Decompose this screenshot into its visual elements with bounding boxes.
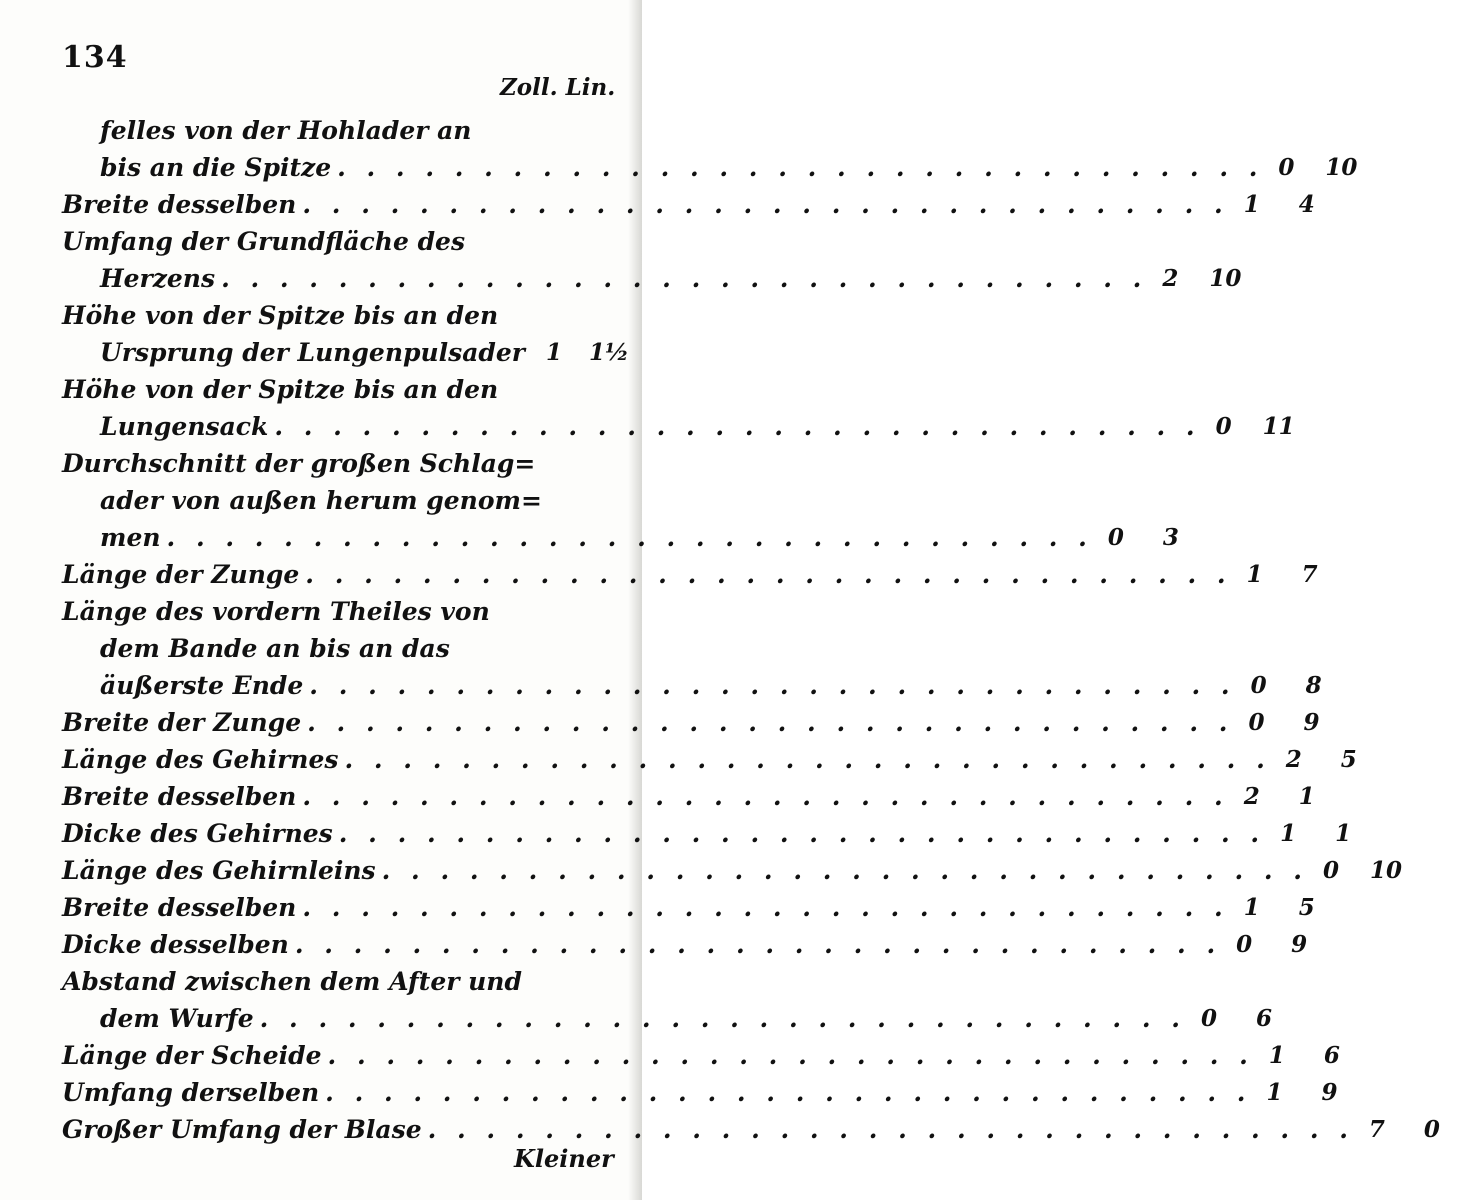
entry-text: bis an die Spitze xyxy=(100,153,332,182)
entry-line xyxy=(62,445,610,482)
entry-text: Ursprung der Lungenpulsader xyxy=(100,338,525,367)
measurement-values xyxy=(1260,1074,1356,1111)
value-lines: 9 xyxy=(1291,931,1308,958)
entry-text: Länge der Zunge xyxy=(62,560,300,589)
measurement-values xyxy=(1362,1111,1458,1148)
entry-line xyxy=(62,186,1315,223)
leader-dots: . . . . . . . . . . . . . . . . . . . . . . . . . . . . . . . . xyxy=(427,1115,1354,1144)
entry-text: Länge des vordern Theiles von xyxy=(62,597,490,626)
table-row xyxy=(62,593,1322,704)
value-inches: 0 xyxy=(1200,1005,1217,1032)
entry-text: Länge des Gehirnleins xyxy=(62,856,376,885)
catchword: Kleiner xyxy=(514,1144,614,1173)
value-lines: 6 xyxy=(1323,1042,1340,1069)
leader-dots: . . . . . . . . . . . . . . . . . . . . . . . . . . . . . . . . xyxy=(302,782,1229,811)
entry-line xyxy=(62,371,610,408)
entry-line xyxy=(62,408,1295,445)
table-row xyxy=(62,1037,1340,1074)
value-lines: 10 xyxy=(1209,265,1242,292)
entry-text: Höhe von der Spitze bis an den xyxy=(62,375,499,404)
leader-dots: . . . . . . . . . . . . . . . . . . . . . . . . . . . . . . . . xyxy=(166,523,1093,552)
entry-line xyxy=(62,334,629,371)
entry-text: felles von der Hohlader an xyxy=(100,116,472,145)
value-lines: 8 xyxy=(1305,672,1322,699)
entry-line xyxy=(62,1111,1440,1148)
entry-line xyxy=(62,963,610,1000)
entry-text: Länge des Gehirnes xyxy=(62,745,339,774)
entry-text: men xyxy=(100,523,161,552)
entry-text: Breite desselben xyxy=(62,190,297,219)
value-inches: 1 xyxy=(1268,1042,1285,1069)
leader-dots: . . . . . . . . . . . . . . . . . . . . . . . . . . . . . . . . xyxy=(274,412,1201,441)
value-lines: 1 xyxy=(1298,783,1315,810)
leader-dots: . . . . . . . . . . . . . . . . . . . . . . . . . . . . . . . . xyxy=(309,671,1236,700)
value-inches: 2 xyxy=(1285,746,1302,773)
leader-dots: . . . . . . . . . . . . . . . . . . . . . . . . . . . . . . . . xyxy=(344,745,1271,774)
entry-line xyxy=(62,593,610,630)
value-inches: 1 xyxy=(1246,561,1263,588)
entry-text: dem Wurfe xyxy=(100,1004,254,1033)
value-lines: 10 xyxy=(1325,154,1358,181)
entry-text: Breite desselben xyxy=(62,893,297,922)
value-lines: 1 xyxy=(1335,820,1352,847)
leader-dots: . . . . . . . . . . . . . . . . . . . . . . . . . . . . . . . . xyxy=(327,1041,1254,1070)
leader-dots: . . . . . . . . . . . . . . . . . . . . . . . . . . . . . . . . xyxy=(338,819,1266,848)
measurement-values xyxy=(539,334,635,371)
page-number: 134 xyxy=(62,40,128,75)
entry-text: Großer Umfang der Blase xyxy=(62,1115,422,1144)
value-lines: 11 xyxy=(1262,413,1295,440)
value-inches: 0 xyxy=(1322,857,1339,884)
value-lines: 5 xyxy=(1298,894,1315,921)
leader-dots: . . . . . . . . . . . . . . . . . . . . . . . . . . . . . . . . xyxy=(294,930,1222,959)
value-lines: 10 xyxy=(1369,857,1402,884)
entry-line xyxy=(62,741,1357,778)
entry-text: Herzens xyxy=(100,264,216,293)
entry-text: Breite desselben xyxy=(62,782,297,811)
leader-dots: . . . . . . . . . . . . . . . . . . . . . . . . . . . . . . . . xyxy=(302,190,1229,219)
value-inches: 2 xyxy=(1243,783,1260,810)
entry-text: Dicke desselben xyxy=(62,930,289,959)
entry-line xyxy=(62,297,610,334)
entry-text: Umfang der Grundfläche des xyxy=(62,227,466,256)
value-inches: 0 xyxy=(1278,154,1295,181)
entry-line xyxy=(62,482,610,519)
value-lines: 9 xyxy=(1303,709,1320,736)
table-row xyxy=(62,704,1320,741)
value-inches: 0 xyxy=(1250,672,1267,699)
leader-dots: . . . . . . . . . . . . . . . . . . . . . . . . . . . . . . . . xyxy=(381,856,1308,885)
measurement-values xyxy=(1101,519,1197,556)
entry-line xyxy=(62,1000,1272,1037)
measurement-values xyxy=(1194,1000,1290,1037)
table-row xyxy=(62,889,1315,926)
leader-dots: . . . . . . . . . . . . . . . . . . . . . . . . . . . . . . . . xyxy=(302,893,1229,922)
table-row xyxy=(62,186,1315,223)
entry-line xyxy=(62,889,1315,926)
measurement-values xyxy=(1273,815,1369,852)
entry-text: Breite der Zunge xyxy=(62,708,302,737)
entry-line xyxy=(62,778,1315,815)
value-inches: 1 xyxy=(1280,820,1297,847)
entry-text: Durchschnitt der großen Schlag= xyxy=(62,449,536,478)
column-header-lines: Lin. xyxy=(565,74,616,101)
entry-line xyxy=(62,223,610,260)
measurement-values xyxy=(1237,186,1333,223)
entry-text: Lungensack xyxy=(100,412,269,441)
value-inches: 0 xyxy=(1248,709,1265,736)
table-row xyxy=(62,445,1179,556)
table-row xyxy=(62,556,1318,593)
table-row xyxy=(62,815,1352,852)
value-inches: 7 xyxy=(1368,1116,1385,1143)
leader-dots: . . . . . . . . . . . . . . . . . . . . . . . . . . . . . . . . xyxy=(259,1004,1186,1033)
value-inches: 1 xyxy=(1266,1079,1283,1106)
entry-text: Abstand zwischen dem After und xyxy=(62,967,522,996)
entry-text: Länge der Scheide xyxy=(62,1041,322,1070)
measurement-values xyxy=(1209,408,1305,445)
leader-dots: . . . . . . . . . . . . . . . . . . . . . . . . . . . . . . . . xyxy=(221,264,1148,293)
measurement-values xyxy=(1279,741,1375,778)
value-inches: 1 xyxy=(1243,894,1260,921)
entry-line xyxy=(62,704,1320,741)
table-row xyxy=(62,963,1272,1037)
entry-line xyxy=(62,519,1179,556)
table-row xyxy=(62,112,1358,186)
table-row xyxy=(62,297,629,371)
entry-line xyxy=(62,667,1322,704)
measurement-values xyxy=(1237,889,1333,926)
value-lines: 4 xyxy=(1298,191,1315,218)
entry-line xyxy=(62,815,1352,852)
entry-text: ader von außen herum genom= xyxy=(100,486,542,515)
column-header-inches: Zoll. xyxy=(500,74,558,101)
measurement-values xyxy=(1241,704,1337,741)
value-lines: 0 xyxy=(1423,1116,1440,1143)
entry-line xyxy=(62,149,1358,186)
value-lines: 7 xyxy=(1301,561,1318,588)
entry-line xyxy=(62,112,610,149)
table-row xyxy=(62,926,1308,963)
table-row xyxy=(62,741,1357,778)
entry-text: äußerste Ende xyxy=(100,671,304,700)
entry-line xyxy=(62,630,610,667)
table-row xyxy=(62,1111,1440,1148)
value-inches: 2 xyxy=(1162,265,1179,292)
measurement-values xyxy=(1155,260,1251,297)
measurement-values xyxy=(1240,556,1336,593)
entry-text: Umfang derselben xyxy=(62,1078,320,1107)
entry-line xyxy=(62,852,1402,889)
measurement-values xyxy=(1271,149,1367,186)
leader-dots: . . . . . . . . . . . . . . . . . . . . . . . . . . . . . . . . xyxy=(305,560,1232,589)
leader-dots: . . . . . . . . . . . . . . . . . . . . . . . . . . . . . . . . xyxy=(337,153,1264,182)
entry-line xyxy=(62,1037,1340,1074)
measurement-values xyxy=(1237,778,1333,815)
entry-line xyxy=(62,556,1318,593)
entry-text: Höhe von der Spitze bis an den xyxy=(62,301,499,330)
value-lines: 5 xyxy=(1340,746,1357,773)
entry-line xyxy=(62,1074,1338,1111)
value-inches: 0 xyxy=(1215,413,1232,440)
value-inches: 1 xyxy=(1243,191,1260,218)
column-headers xyxy=(500,74,620,101)
table-row xyxy=(62,371,1295,445)
value-lines: 9 xyxy=(1321,1079,1338,1106)
value-inches: 0 xyxy=(1236,931,1253,958)
entry-line xyxy=(62,926,1308,963)
measurement-values xyxy=(1316,852,1412,889)
table-row xyxy=(62,852,1402,889)
entry-text: dem Bande an bis an das xyxy=(100,634,450,663)
measurement-values xyxy=(1229,926,1325,963)
measurement-values xyxy=(1262,1037,1358,1074)
leader-dots: . . . . . . . . . . . . . . . . . . . . . . . . . . . . . . . . xyxy=(307,708,1234,737)
entry-line xyxy=(62,260,1242,297)
value-inches: 0 xyxy=(1107,524,1124,551)
measurement-values xyxy=(1244,667,1340,704)
value-lines: 1½ xyxy=(588,339,629,366)
table-row xyxy=(62,1074,1338,1111)
table-row xyxy=(62,223,1242,297)
value-inches: 1 xyxy=(545,339,562,366)
value-lines: 6 xyxy=(1255,1005,1272,1032)
leader-dots: . . . . . . . . . . . . . . . . . . . . . . . . . . . . . . . . xyxy=(325,1078,1252,1107)
table-row xyxy=(62,778,1315,815)
value-lines: 3 xyxy=(1162,524,1179,551)
entry-text: Dicke des Gehirnes xyxy=(62,819,333,848)
measurement-table xyxy=(62,112,1440,1148)
